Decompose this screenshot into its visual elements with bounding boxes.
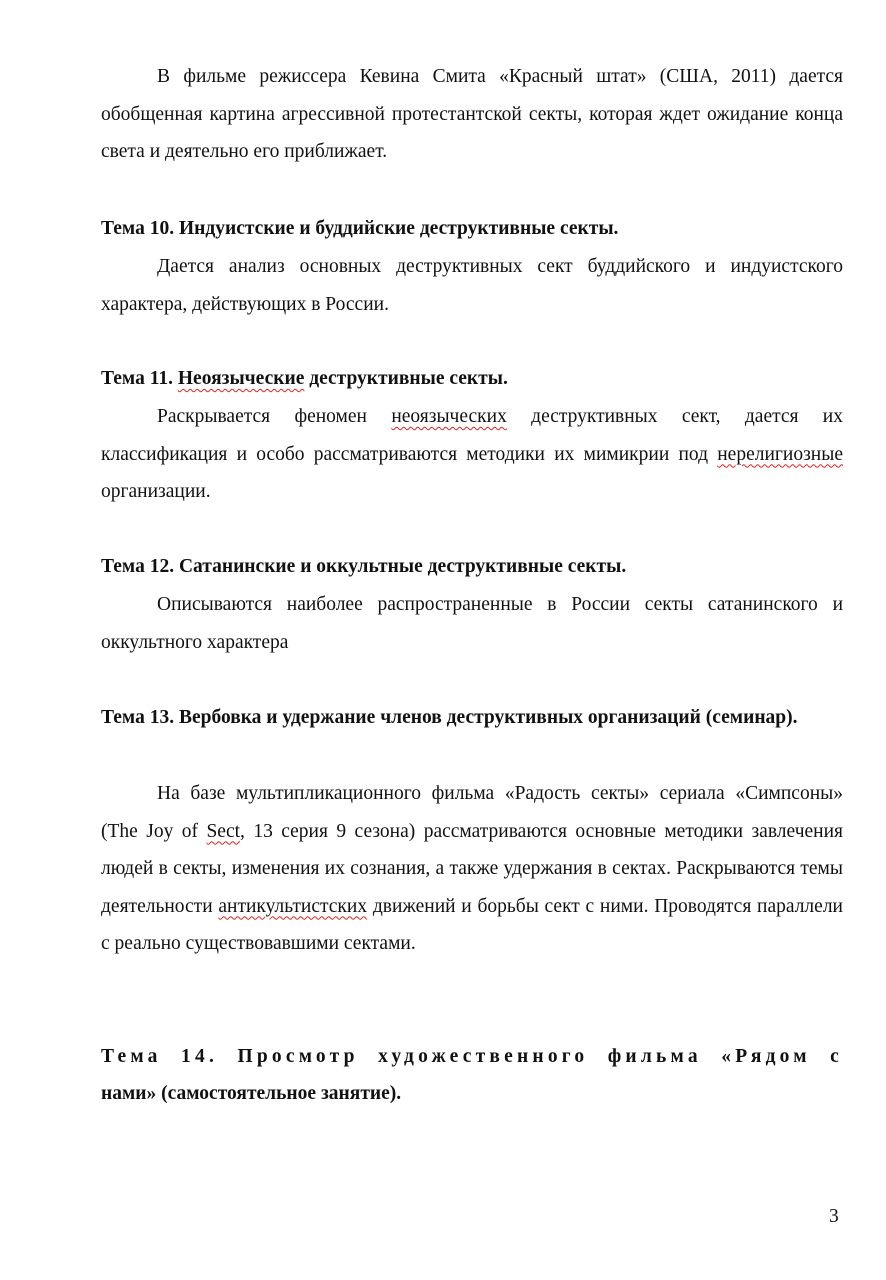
topic-11-body-middle: деструктивных сект, дается их классификация и особо рассматриваются методики их мимикрии под xyxy=(101,406,843,465)
intro-paragraph-text: В фильме режиссера Кевина Смита «Красный штат» (США, 2011) дается обобщенная картина агрессивной протестантской секты, которая ждет ожидание конца света и деятельно его приближает. xyxy=(101,66,843,162)
topic-11-body-start: Раскрывается феномен xyxy=(157,406,392,427)
spelling-flag-sect: Sect xyxy=(206,820,241,842)
spelling-flag-nereligioznye: нерелигиозные xyxy=(717,443,843,465)
document-page xyxy=(101,0,843,1280)
topic-10-body-text: Дается анализ основных деструктивных сект буддийского и индуистского характера, действующих в России. xyxy=(101,256,843,315)
topic-11-body-end: организации. xyxy=(101,481,211,502)
topic-12-body-text: Описываются наиболее распространенные в России секты сатанинского и оккультного характера xyxy=(101,594,843,653)
topic-11-heading-prefix: Тема 11. xyxy=(101,368,178,389)
topic-12-heading: Тема 12. Сатанинские и оккультные деструктивные секты. xyxy=(101,556,627,577)
topic-10-body xyxy=(101,248,843,323)
topic-14-heading-continuation: нами» (самостоятельное занятие). xyxy=(101,1083,402,1104)
topic-11-body xyxy=(101,398,843,511)
topic-13-body-end: движений и борьбы сект с ними. Проводятся параллели с реально существовавшими сектами. xyxy=(101,895,843,954)
topic-12-body xyxy=(101,586,843,661)
spelling-flag-antikultistskih: антикультистских xyxy=(218,895,368,917)
topic-14-heading: Тема 14. Просмотр художественного фильма «Рядом с xyxy=(101,1046,843,1067)
topic-10-heading: Тема 10. Индуистские и буддийские деструктивные секты. xyxy=(101,218,619,239)
topic-13-body xyxy=(101,775,843,963)
topic-13-body-start: На базе мультипликационного фильма «Радость секты» сериала «Симпсоны» (The Joy of xyxy=(101,783,843,842)
topic-13-body-middle: , 13 серия 9 сезона) рассматриваются основные методики завлечения людей в секты, изменения их сознания, а также удержания в сектах. Раскрываются темы деятельности xyxy=(101,820,843,917)
topic-11-heading-suffix: деструктивные секты. xyxy=(304,368,508,389)
spelling-flag-neoyazycheskie: Неоязыческие xyxy=(177,368,305,389)
page-number: 3 xyxy=(829,1206,839,1227)
spelling-flag-neoyazycheskih: неоязыческих xyxy=(391,406,507,427)
intro-paragraph xyxy=(101,58,843,171)
topic-11-heading xyxy=(101,360,843,398)
topic-13-heading: Тема 13. Вербовка и удержание членов деструктивных организаций (семинар). xyxy=(101,707,798,728)
